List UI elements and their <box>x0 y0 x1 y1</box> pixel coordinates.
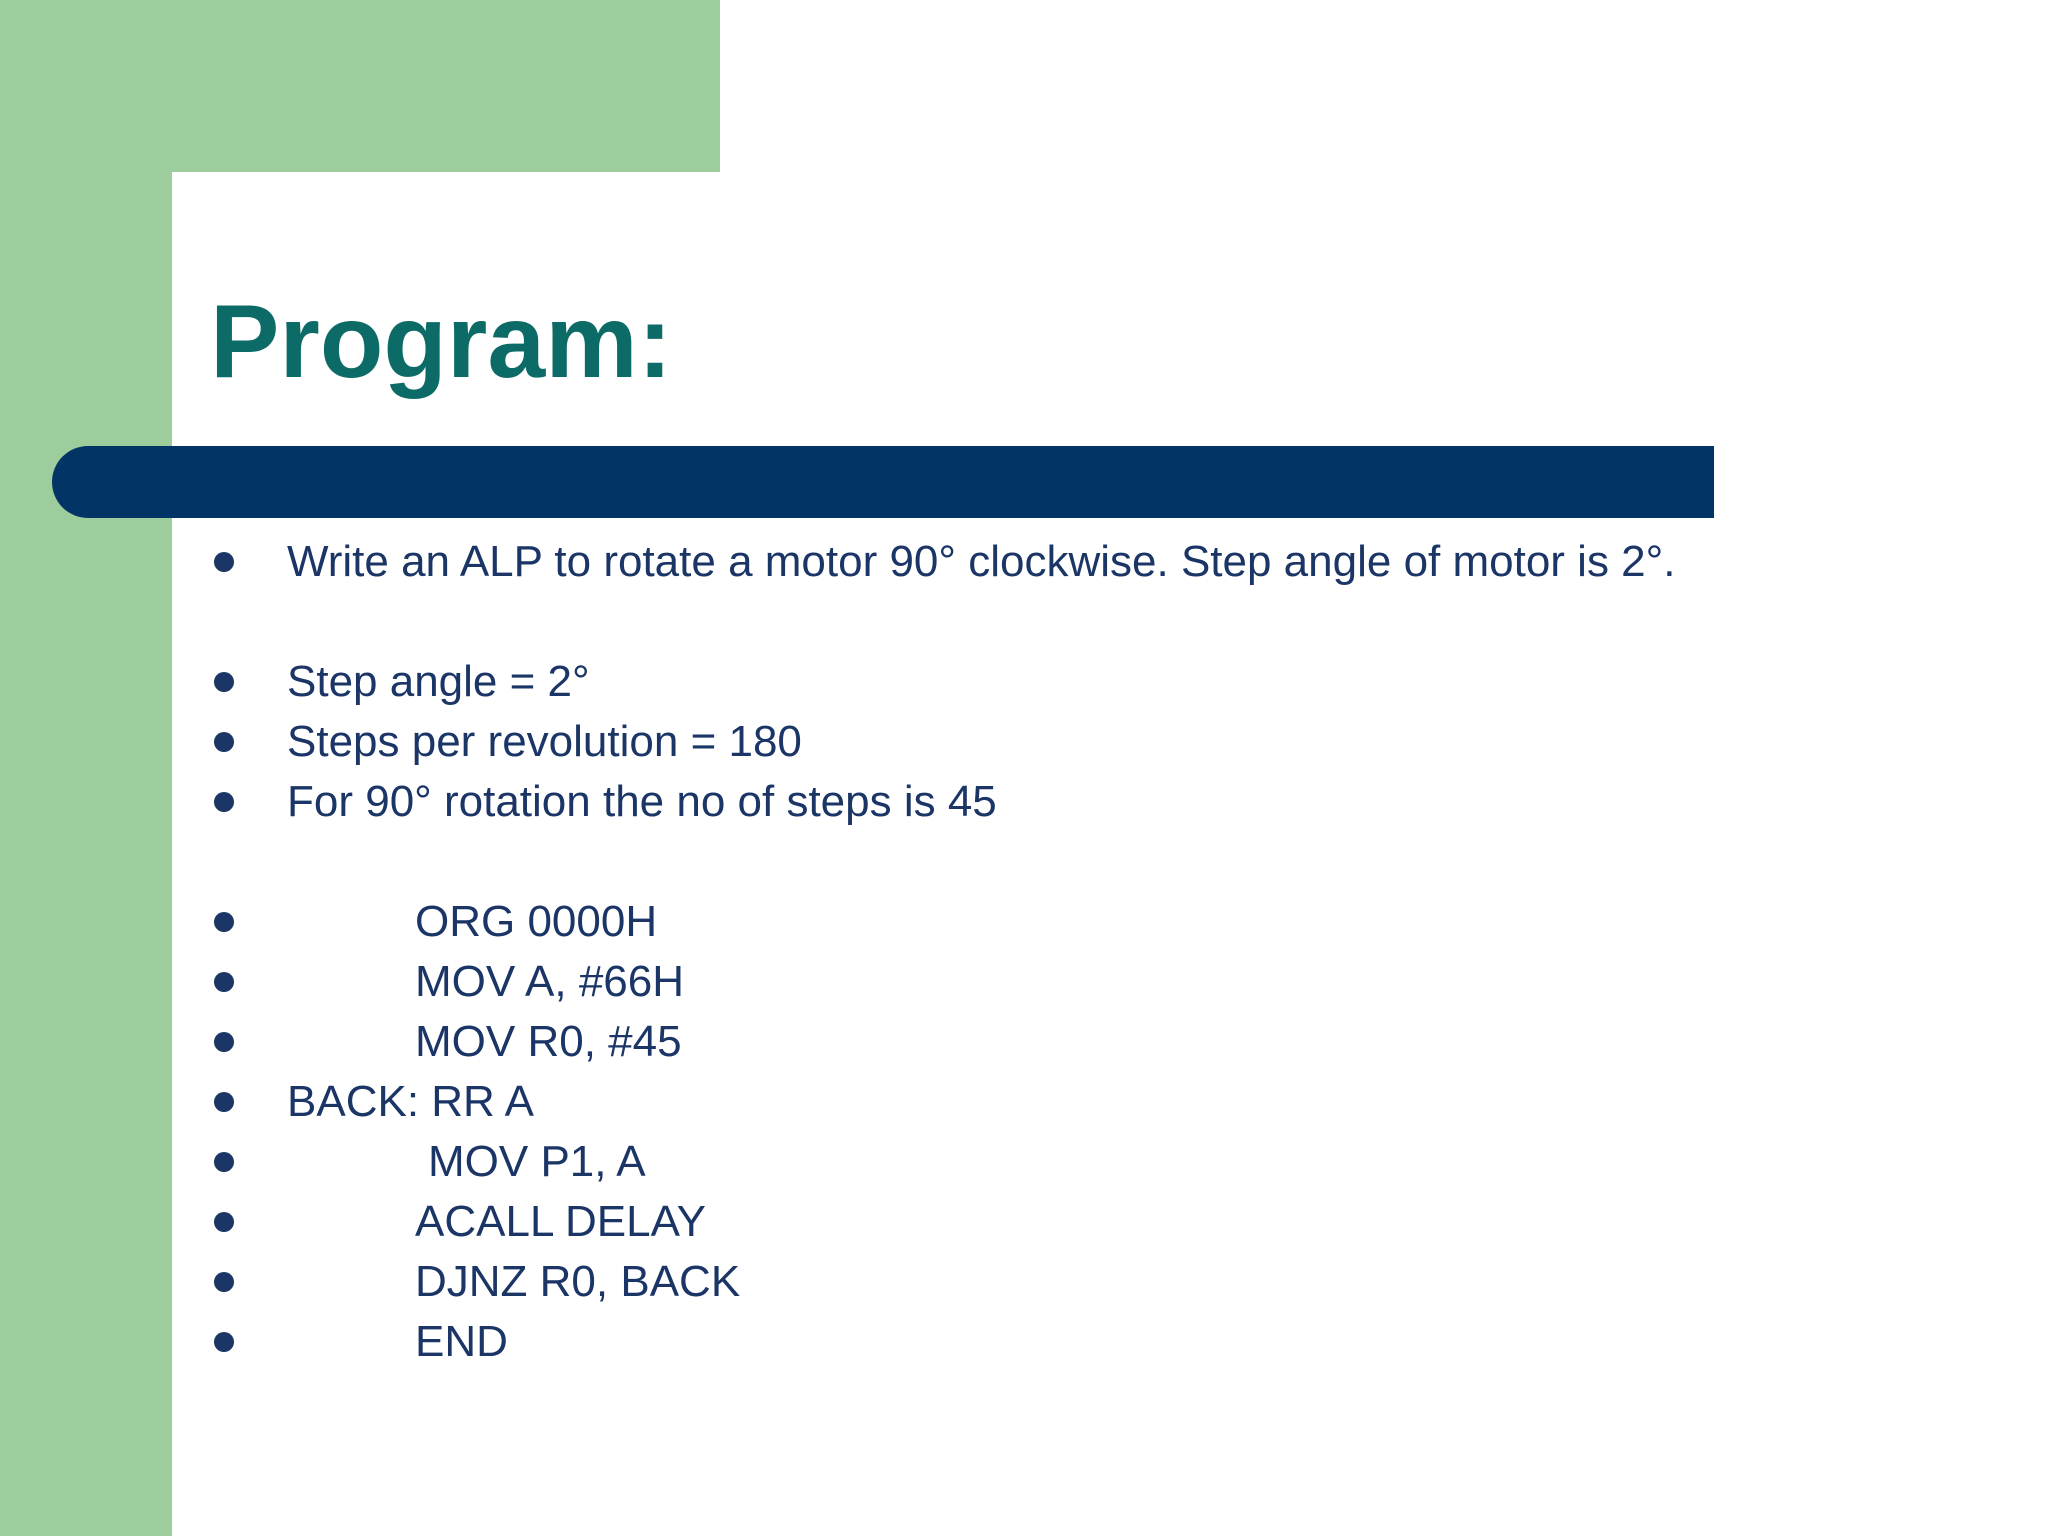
code-text: ACALL DELAY <box>415 1197 707 1246</box>
slide-title: Program: <box>210 284 673 400</box>
code-line <box>210 1192 1810 1252</box>
code-line <box>210 1012 1810 1072</box>
bullet-dot-icon <box>214 1032 234 1052</box>
bullet-dot-icon <box>214 1332 234 1352</box>
bullet-dot-icon <box>214 1152 234 1172</box>
bullet-dot-icon <box>214 912 234 932</box>
code-line <box>210 1312 1810 1372</box>
bullet-dot-icon <box>214 972 234 992</box>
bullet-item-steps-per-rev <box>210 712 1810 772</box>
code-text: MOV A, #66H <box>415 957 685 1006</box>
code-text: END <box>415 1317 508 1366</box>
bullet-dot-icon <box>214 792 234 812</box>
bullet-dot-icon <box>214 1272 234 1292</box>
bullet-item-step-angle <box>210 652 1810 712</box>
green-accent-left <box>0 0 172 1536</box>
code-line <box>210 1132 1810 1192</box>
bullet-text: For 90° rotation the no of steps is 45 <box>287 777 997 826</box>
code-line <box>210 952 1810 1012</box>
bullet-text: Step angle = 2° <box>287 657 590 706</box>
bullet-dot-icon <box>214 732 234 752</box>
bullet-list <box>210 532 1810 1372</box>
code-text: MOV R0, #45 <box>415 1017 682 1066</box>
bullet-dot-icon <box>214 552 234 572</box>
bullet-dot-icon <box>214 672 234 692</box>
bullet-dot-icon <box>214 1212 234 1232</box>
code-text: MOV P1, A <box>428 1137 646 1186</box>
code-line <box>210 1072 1810 1132</box>
bullet-text: Write an ALP to rotate a motor 90° clockwise. Step angle of motor is 2°. <box>287 537 1676 586</box>
bullet-dot-icon <box>214 1092 234 1112</box>
code-text: BACK: RR A <box>287 1077 534 1126</box>
bullet-item-steps-90 <box>210 772 1810 832</box>
bullet-item-problem <box>210 532 1810 592</box>
code-line <box>210 1252 1810 1312</box>
title-underline-bar <box>52 446 1714 518</box>
code-line <box>210 892 1810 952</box>
code-text: DJNZ R0, BACK <box>415 1257 741 1306</box>
code-text: ORG 0000H <box>415 897 658 946</box>
bullet-text: Steps per revolution = 180 <box>287 717 802 766</box>
